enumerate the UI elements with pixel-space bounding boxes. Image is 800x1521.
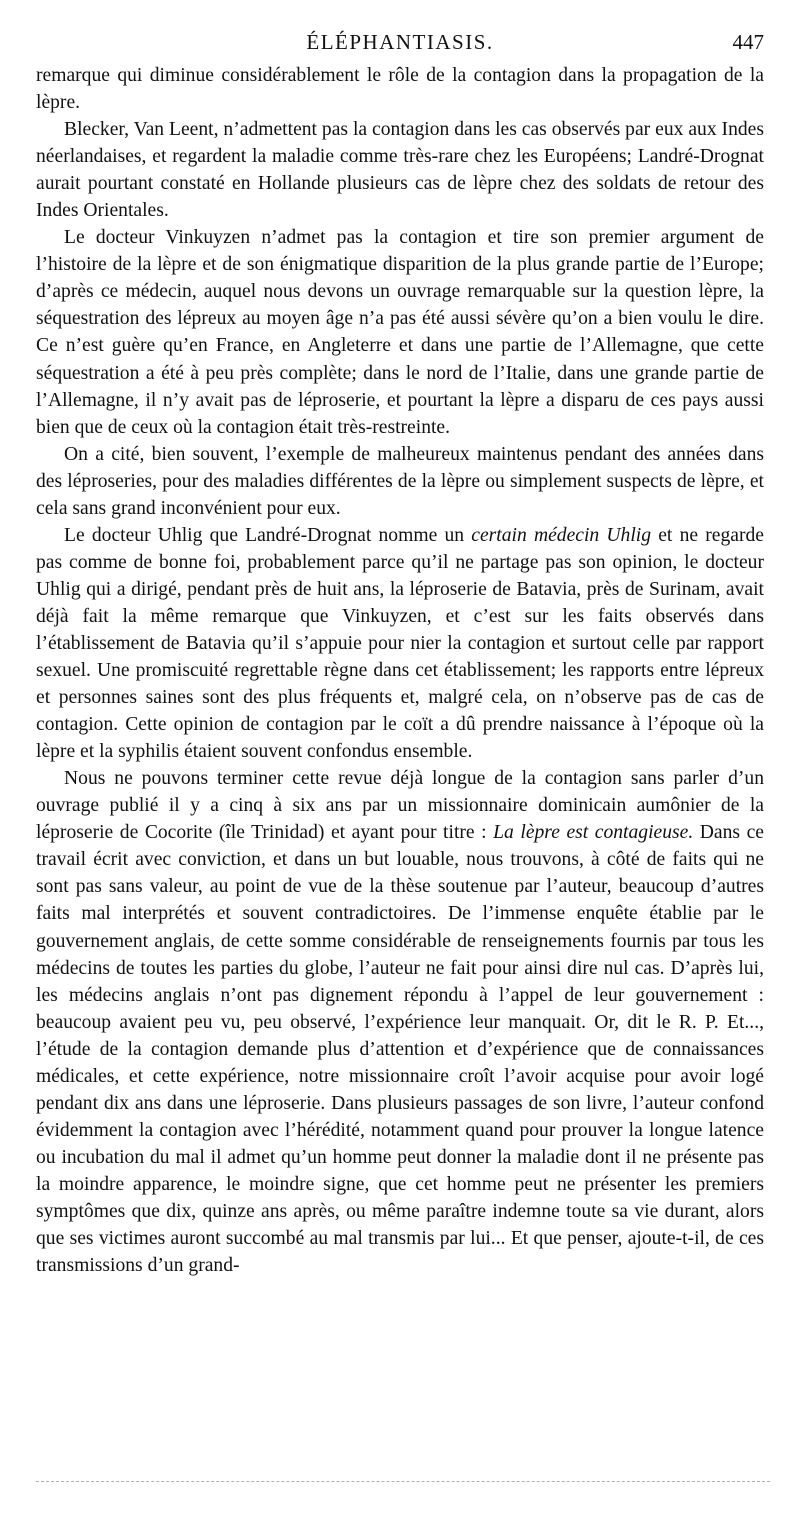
paragraph-missionnaire-text-b: Dans ce travail écrit avec conviction, et dans un but louable, nous trouvons, à côté de faits qui ne sont pas sans valeur, au point de vue de la thèse soutenue par l’auteur, beaucoup d’autres faits mal interprétés et souvent contradictoires. De l’immense enquête établie par le gouvernement anglais, de cette somme considérable de renseignements fournis par tous les médecins de toutes les parties du globe, l’auteur ne fait pour ainsi dire nul cas. D’après lui, les médecins anglais n’ont pas dignement répondu à l’appel de leur gouvernement : beaucoup avaient peu vu, peu observé, l’expérience leur manquait. Or, dit le R. P. Et..., l’étude de la contagion demande plus d’attention et d’expérience que de connaissances médicales, et cette expérience, notre missionnaire croît l’avoir acquise pour avoir logé pendant dix ans dans une léproserie. Dans plusieurs passages de son livre, l’auteur confond évidemment la contagion avec l’hérédité, notamment quand pour prouver la longue latence ou incubation du mal il admet qu’un homme peut donner la maladie dont il ne présente pas la moindre apparence, le moindre signe, que cet homme peut ne présenter les premiers symptômes que dix, quinze ans après, ou même paraître indemne toute sa vie durant, alors que ses victimes auront succombé au mal transmis par lui... Et que penser, ajoute-t-il, de ces transmissions d’un grand- <box>36 822 764 1277</box>
body-text <box>36 62 764 1279</box>
running-title: ÉLÉPHANTIASIS. <box>306 30 494 54</box>
page-number: 447 <box>732 30 764 54</box>
bleed-through-rule <box>36 1481 770 1482</box>
italic-certain-medecin: certain médecin Uhlig <box>471 524 652 546</box>
paragraph-vinkuyzen: Le docteur Vinkuyzen n’admet pas la contagion et tire son premier argument de l’histoire de la lèpre et de son énigmatique disparition de la plus grande partie de l’Europe; d’après ce médecin, auquel nous devons un ouvrage remarquable sur la question lèpre, la séquestration des lépreux au moyen âge n’a pas été aussi sévère qu’on a bien voulu le dire. Ce n’est guère qu’en France, en Angleterre et dans une partie de l’Allemagne, que cette séquestration a été à peu près complète; dans le nord de l’Italie, dans une grande partie de l’Allemagne, il n’y avait pas de léproserie, et pourtant la lèpre a disparu de ces pays aussi bien que de ceux où la contagion était très-restreinte. <box>36 227 764 438</box>
italic-book-title: La lèpre est contagieuse. <box>493 822 694 844</box>
paragraph-missionnaire-text-a: Nous ne pouvons terminer cette revue déjà longue de la contagion sans parler d’un ouvrage publié il y a cinq à six ans par un missionnaire dominicain aumônier de la léproserie de Cocorite (île Trinidad) et ayant pour titre : <box>36 768 764 844</box>
paragraph-leproseries-example: On a cité, bien souvent, l’exemple de malheureux maintenus pendant des années dans des léproseries, pour des maladies différentes de la lèpre ou simplement suspects de lèpre, et cela sans grand inconvénient pour eux. <box>36 443 764 519</box>
paragraph-uhlig-text-a: Le docteur Uhlig que Landré-Drognat nomme un <box>64 524 472 546</box>
page-header <box>36 30 764 60</box>
paragraph-continuation: remarque qui diminue considérablement le rôle de la contagion dans la propagation de la lèpre. <box>36 65 764 114</box>
paragraph-blecker: Blecker, Van Leent, n’admettent pas la contagion dans les cas observés par eux aux Indes néerlandaises, et regardent la maladie comme très-rare chez les Européens; Landré-Drognat aurait pourtant constaté en Hollande plusieurs cas de lèpre chez des soldats de retour des Indes Orientales. <box>36 119 764 222</box>
paragraph-missionnaire <box>36 765 764 1279</box>
paragraph-uhlig <box>36 522 764 765</box>
paragraph-uhlig-text-b: et ne regarde pas comme de bonne foi, probablement parce qu’il ne partage pas son opinion, le docteur Uhlig qui a dirigé, pendant près de huit ans, la léproserie de Batavia, près de Surinam, avait déjà fait la même remarque que Vinkuyzen, et c’est sur les faits observés dans l’établissement de Batavia qu’il s’appuie pour nier la contagion et surtout celle par rapport sexuel. Une promiscuité regrettable règne dans cet établissement; les rapports entre lépreux et personnes saines sont des plus fréquents et, malgré cela, on n’observe pas de cas de contagion. Cette opinion de contagion par le coït a dû prendre naissance à l’époque où la lèpre et la syphilis étaient souvent confondus ensemble. <box>36 524 764 763</box>
